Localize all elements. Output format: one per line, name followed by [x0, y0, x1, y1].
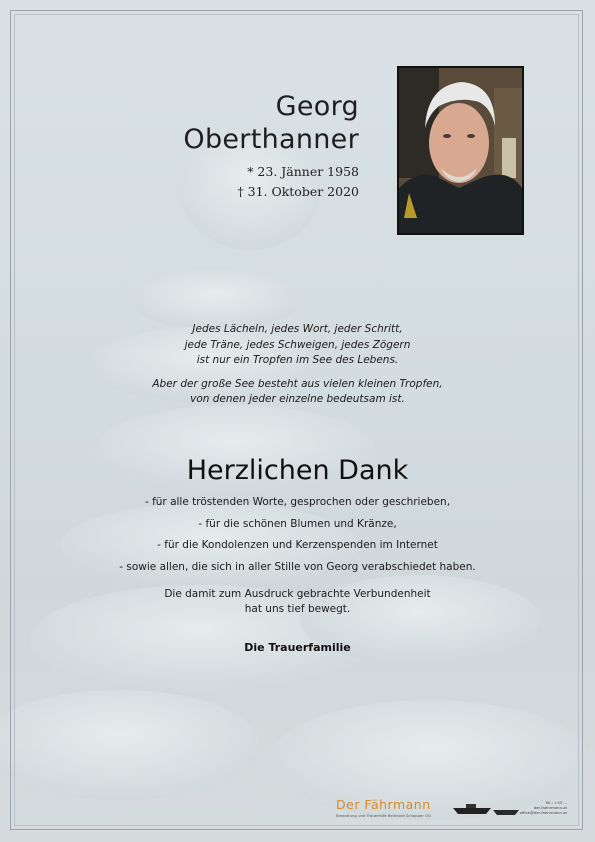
brand-subtitle: Bestattung und Trauerhilfe Reinhard Schopper OG	[336, 813, 432, 818]
closing-line: Die damit zum Ausdruck gebrachte Verbundenheit	[164, 588, 431, 600]
portrait-photo	[397, 66, 524, 235]
portrait-image	[399, 68, 522, 233]
family-signature: Die Trauerfamilie	[244, 641, 351, 654]
quote-line: ist nur ein Tropfen im See des Lebens.	[196, 354, 399, 366]
boat-icon	[452, 802, 492, 816]
memorial-quote	[80, 322, 515, 416]
thanks-item: - sowie allen, die sich in aller Stille von Georg verabschiedet haben.	[119, 560, 476, 573]
brand-name: Der Fährmann	[336, 797, 431, 812]
thanks-heading: Herzlichen Dank	[186, 455, 409, 486]
last-name: Oberthanner	[183, 124, 359, 155]
thanks-item: - für die Kondolenzen und Kerzenspenden im Internet	[157, 539, 438, 551]
closing-line: hat uns tief bewegt.	[244, 603, 351, 615]
thanks-item: - für alle tröstenden Worte, gesprochen oder geschrieben,	[144, 496, 451, 508]
quote-line: Jedes Lächeln, jedes Wort, jeder Schritt,	[192, 323, 403, 335]
contact-line: Tel.: +43 ...	[545, 800, 567, 805]
closing-text	[60, 587, 535, 617]
quote-line: jede Träne, jedes Schweigen, jedes Zögern	[184, 338, 411, 351]
thanks-item: - für die schönen Blumen und Kränze,	[198, 517, 397, 530]
deceased-name	[183, 90, 359, 156]
quote-line: Aber der große See besteht aus vielen kleinen Tropfen,	[152, 377, 443, 390]
first-name: Georg	[275, 91, 359, 122]
life-dates	[237, 162, 359, 202]
birth-date: * 23. Jänner 1958	[247, 164, 359, 179]
funeral-home-logo	[336, 797, 456, 818]
contact-info	[487, 800, 567, 816]
contact-line: der-faehrmann.at	[533, 805, 567, 811]
quote-line: von denen jeder einzelne bedeutsam ist.	[190, 393, 405, 405]
death-date: † 31. Oktober 2020	[237, 184, 359, 199]
thanks-list	[60, 492, 535, 578]
contact-line: office@der-faehrmann.at	[519, 810, 567, 816]
